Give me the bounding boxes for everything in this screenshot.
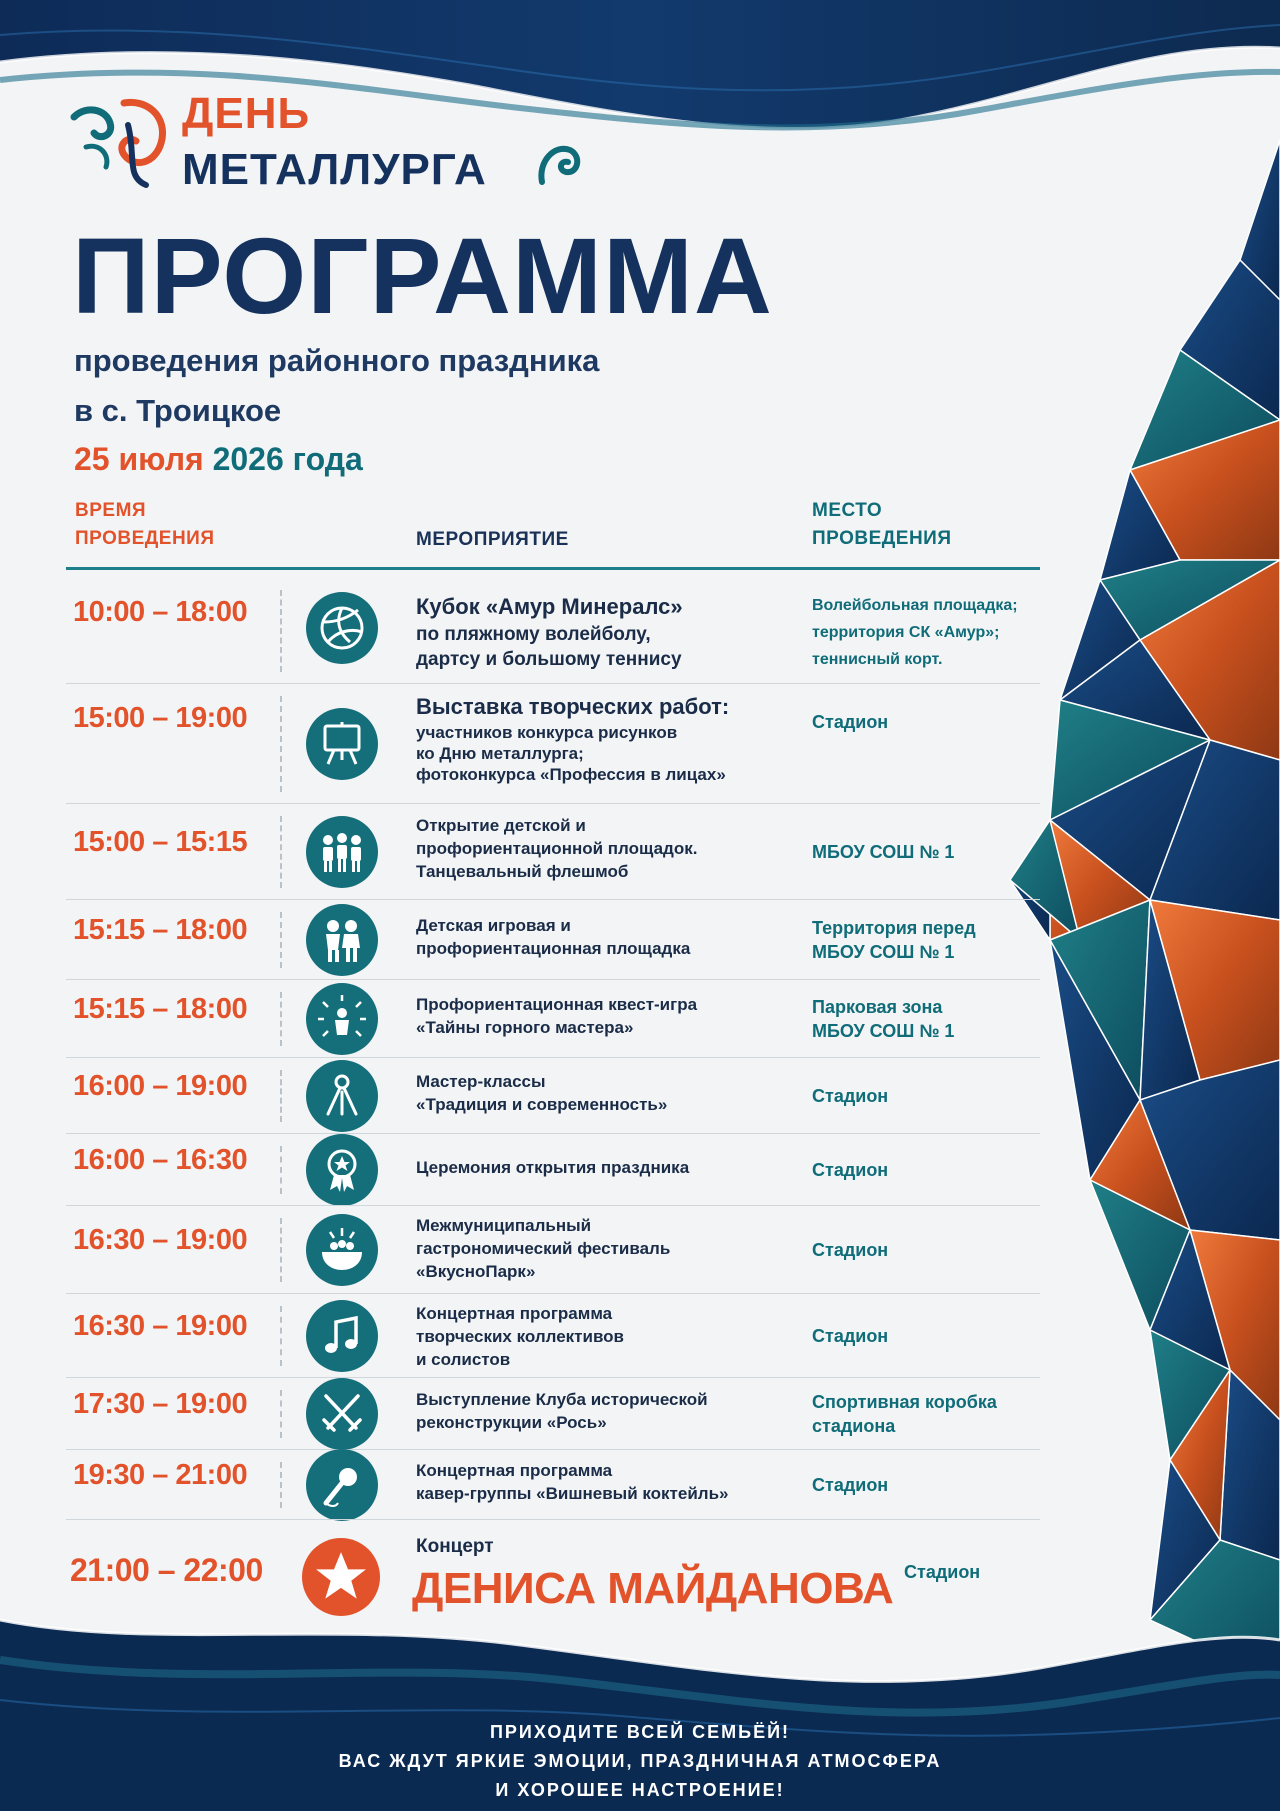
schedule-place xyxy=(812,710,1042,734)
schedule-row xyxy=(66,980,1040,1058)
event-description: гастрономический фестиваль xyxy=(416,1239,671,1258)
row-divider-dashed xyxy=(280,816,282,888)
event-title: Выставка творческих работ: xyxy=(416,694,730,719)
event-description: ко Дню металлурга; xyxy=(416,744,584,763)
event-date-year: 2026 года xyxy=(212,441,363,477)
person-arrows-icon xyxy=(306,983,378,1055)
volleyball-icon xyxy=(306,592,378,664)
schedule-time: 15:00 – 15:15 xyxy=(73,826,248,858)
place-line: Стадион xyxy=(812,712,889,732)
subtitle-line-2: в с. Троицкое xyxy=(74,393,282,428)
schedule-place xyxy=(812,1324,1042,1348)
schedule-row xyxy=(66,1206,1040,1294)
schedule-place xyxy=(812,1390,1042,1438)
schedule-event xyxy=(416,1388,856,1434)
schedule-time: 16:00 – 16:30 xyxy=(73,1144,248,1176)
schedule-event xyxy=(416,1156,856,1179)
headliner-place: Стадион xyxy=(904,1562,981,1582)
logo-line-1: ДЕНЬ xyxy=(182,89,311,138)
polygon-band xyxy=(1010,140,1280,1680)
place-line: Территория перед xyxy=(812,918,976,938)
place-line: МБОУ СОШ № 1 xyxy=(812,842,955,862)
event-description: профориентационной площадок. xyxy=(416,839,698,858)
event-description: Мастер-классы xyxy=(416,1072,546,1091)
schedule-place xyxy=(812,995,1042,1043)
schedule-row xyxy=(66,1294,1040,1378)
schedule-place xyxy=(812,1158,1042,1182)
subtitle-line-1: проведения районного праздника xyxy=(74,343,600,378)
schedule-time: 16:30 – 19:00 xyxy=(73,1310,248,1342)
event-description: по пляжному волейболу, xyxy=(416,624,651,645)
schedule-row xyxy=(66,1058,1040,1134)
event-description: Детская игровая и xyxy=(416,916,571,935)
event-description: участников конкурса рисунков xyxy=(416,723,678,742)
place-line: Спортивная коробка xyxy=(812,1392,997,1412)
place-line: территория СК «Амур»; xyxy=(812,624,1000,641)
event-description: Профориентационная квест-игра xyxy=(416,995,698,1014)
schedule-event xyxy=(416,592,856,672)
row-divider-dashed xyxy=(280,696,282,792)
place-line: Стадион xyxy=(812,1160,889,1180)
row-divider-dashed xyxy=(280,590,282,672)
schedule-row xyxy=(66,804,1040,900)
row-divider-dashed xyxy=(280,1146,282,1194)
headliner-row xyxy=(66,1520,1040,1620)
header-divider xyxy=(66,567,1040,570)
row-divider-dashed xyxy=(280,1390,282,1438)
star-icon xyxy=(302,1538,380,1616)
event-date-day: 25 июля xyxy=(74,441,204,477)
schedule-event xyxy=(416,692,856,785)
event-description: Танцевальный флешмоб xyxy=(416,862,629,881)
event-description: кавер-группы «Вишневый коктейль» xyxy=(416,1484,729,1503)
row-divider-dashed xyxy=(280,1462,282,1508)
event-description: Открытие детской и xyxy=(416,816,586,835)
ornament-logo-icon xyxy=(66,95,174,190)
headliner-time: 21:00 – 22:00 xyxy=(70,1552,263,1588)
food-bowl-icon xyxy=(306,1214,378,1286)
music-note-icon xyxy=(306,1300,378,1372)
schedule-event xyxy=(416,814,856,883)
schedule-row xyxy=(66,684,1040,804)
headliner-label: Концерт xyxy=(416,1536,494,1557)
schedule-place xyxy=(812,840,1042,864)
place-line: Стадион xyxy=(812,1326,889,1346)
schedule-time: 16:30 – 19:00 xyxy=(73,1224,248,1256)
footer-message: ПРИХОДИТЕ ВСЕЙ СЕМЬЁЙ! ВАС ЖДУТ ЯРКИЕ ЭМОЦИИ, ПРАЗДНИЧНАЯ АТМОСФЕРА И ХОРОШЕЕ НАСТРОЕНИЕ! xyxy=(338,1722,942,1800)
row-divider-dashed xyxy=(280,912,282,968)
schedule-row xyxy=(66,1134,1040,1206)
schedule-event xyxy=(416,1070,856,1116)
schedule-place xyxy=(812,916,1042,964)
schedule-event xyxy=(416,1214,856,1283)
event-description: «Традиция и современность» xyxy=(416,1095,668,1114)
easel-icon xyxy=(306,708,378,780)
schedule-event xyxy=(416,1459,856,1505)
schedule-event xyxy=(416,1302,856,1371)
schedule-time: 10:00 – 18:00 xyxy=(73,596,248,628)
row-divider-dashed xyxy=(280,1218,282,1282)
headliner-name: ДЕНИСА МАЙДАНОВА xyxy=(412,1564,894,1613)
event-description: Церемония открытия праздника xyxy=(416,1158,690,1177)
row-divider-dashed xyxy=(280,992,282,1046)
place-line: стадиона xyxy=(812,1416,896,1436)
schedule-event xyxy=(416,993,856,1039)
place-line: Стадион xyxy=(812,1240,889,1260)
schedule-row xyxy=(66,578,1040,684)
schedule-time: 15:00 – 19:00 xyxy=(73,702,248,734)
place-line: теннисный корт. xyxy=(812,651,943,668)
schedule-time: 16:00 – 19:00 xyxy=(73,1070,248,1102)
two-children-icon xyxy=(306,904,378,976)
event-description: фотоконкурса «Профессия в лицах» xyxy=(416,765,726,784)
place-line: Стадион xyxy=(812,1086,889,1106)
microphone-icon xyxy=(306,1449,378,1521)
event-description: «ВкусноПарк» xyxy=(416,1262,536,1281)
ornament-swirl-icon xyxy=(536,138,584,188)
schedule-place xyxy=(812,1473,1042,1497)
place-line: Стадион xyxy=(812,1475,889,1495)
schedule-row xyxy=(66,1378,1040,1450)
event-title: Кубок «Амур Минералс» xyxy=(416,594,683,619)
schedule-place xyxy=(812,1084,1042,1108)
place-line: МБОУ СОШ № 1 xyxy=(812,1021,955,1041)
column-header-place: МЕСТО ПРОВЕДЕНИЯ xyxy=(812,500,952,549)
column-header-time: ВРЕМЯ ПРОВЕДЕНИЯ xyxy=(75,500,215,549)
event-description: Выступление Клуба исторической xyxy=(416,1390,708,1409)
page-title: ПРОГРАММА xyxy=(72,215,773,336)
place-line: Парковая зона xyxy=(812,997,943,1017)
event-description: Концертная программа xyxy=(416,1461,613,1480)
event-description: Концертная программа xyxy=(416,1304,613,1323)
event-description: Межмуниципальный xyxy=(416,1216,592,1235)
column-header-event: МЕРОПРИЯТИЕ xyxy=(416,529,569,550)
event-description: и солистов xyxy=(416,1350,511,1369)
schedule-time: 19:30 – 21:00 xyxy=(73,1459,248,1491)
schedule-time: 15:15 – 18:00 xyxy=(73,914,248,946)
award-badge-icon xyxy=(306,1134,378,1206)
schedule-row xyxy=(66,1450,1040,1520)
row-divider-dashed xyxy=(280,1070,282,1122)
schedule-event xyxy=(416,914,856,960)
schedule-time: 15:15 – 18:00 xyxy=(73,993,248,1025)
event-description: творческих коллективов xyxy=(416,1327,625,1346)
place-line: МБОУ СОШ № 1 xyxy=(812,942,955,962)
crossed-swords-icon xyxy=(306,1378,378,1450)
event-description: «Тайны горного мастера» xyxy=(416,1018,634,1037)
schedule-time: 17:30 – 19:00 xyxy=(73,1388,248,1420)
row-divider-dashed xyxy=(280,1306,282,1366)
place-line: Волейбольная площадка; xyxy=(812,597,1018,614)
event-date xyxy=(74,443,363,475)
schedule-place xyxy=(812,1238,1042,1262)
children-group-icon xyxy=(306,816,378,888)
art-tools-icon xyxy=(306,1060,378,1132)
logo-line-2: МЕТАЛЛУРГА xyxy=(182,145,487,194)
event-description: профориентационная площадка xyxy=(416,939,691,958)
schedule-row xyxy=(66,900,1040,980)
event-description: реконструкции «Рось» xyxy=(416,1413,607,1432)
schedule-place xyxy=(812,592,1042,673)
event-description: дартсу и большому теннису xyxy=(416,649,682,670)
